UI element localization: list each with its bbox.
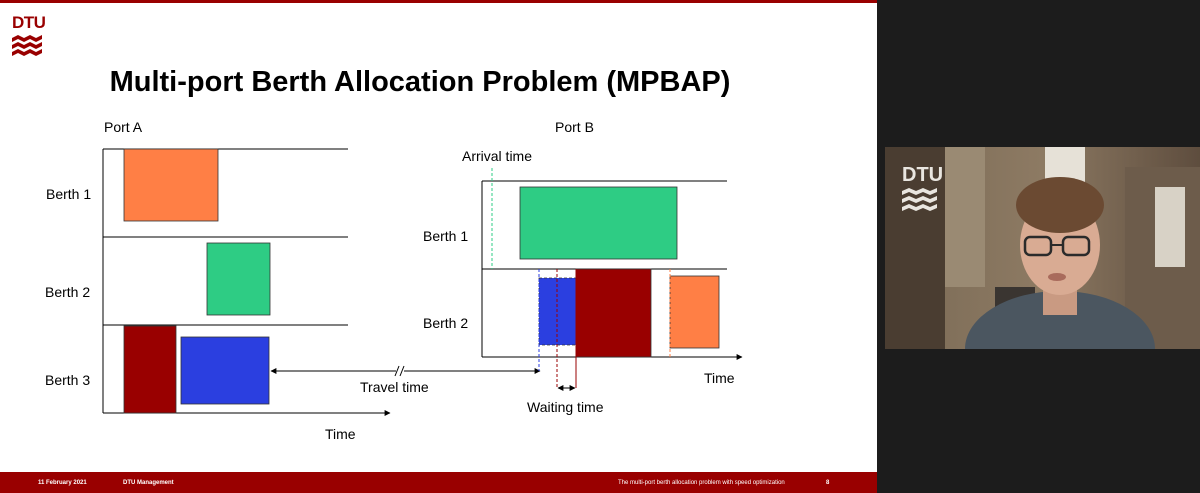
- presenter-video-frame: [885, 147, 1200, 349]
- footer-page-number: 8: [826, 480, 830, 486]
- port-a-berth-2-label: Berth 2: [45, 284, 91, 300]
- port-a-berth-1-label: Berth 1: [46, 186, 92, 202]
- port-b-vessel-orange: [670, 276, 719, 348]
- port-a-label: Port A: [104, 119, 143, 135]
- port-b-time-label: Time: [704, 370, 735, 386]
- port-a-time-label: Time: [325, 426, 356, 442]
- port-b-vessel-dark-red: [576, 269, 651, 357]
- port-a-berth-3-label: Berth 3: [45, 372, 91, 388]
- video-dtu-logo-waves-icon: [902, 188, 937, 211]
- waiting-time-label: Waiting time: [527, 399, 604, 415]
- port-a-vessel-blue: [181, 337, 269, 404]
- presenter-hair: [1016, 177, 1104, 233]
- slide-title: Multi-port Berth Allocation Problem (MPBAP): [109, 66, 731, 98]
- footer-subtitle: The multi-port berth allocation problem with speed optimization: [618, 480, 785, 486]
- footer-department: DTU Management: [123, 480, 174, 486]
- arrival-time-label: Arrival time: [462, 148, 533, 164]
- port-a-vessel-dark-red: [124, 326, 176, 413]
- dtu-logo-text: DTU: [12, 13, 46, 32]
- travel-time-label: Travel time: [360, 379, 429, 395]
- footer-date: 11 February 2021: [38, 480, 87, 486]
- presenter-webcam-video[interactable]: [885, 147, 1200, 349]
- port-b-berth-2-label: Berth 2: [423, 315, 469, 331]
- port-b-berth-1-label: Berth 1: [423, 228, 469, 244]
- port-b-vessel-green: [520, 187, 677, 259]
- port-a-vessel-green: [207, 243, 270, 315]
- port-b-label: Port B: [555, 119, 594, 135]
- travel-time-arrow: [271, 366, 540, 376]
- port-a-vessel-orange: [124, 149, 218, 221]
- slide-footer: [0, 472, 877, 493]
- video-dtu-logo-text: DTU: [902, 164, 944, 186]
